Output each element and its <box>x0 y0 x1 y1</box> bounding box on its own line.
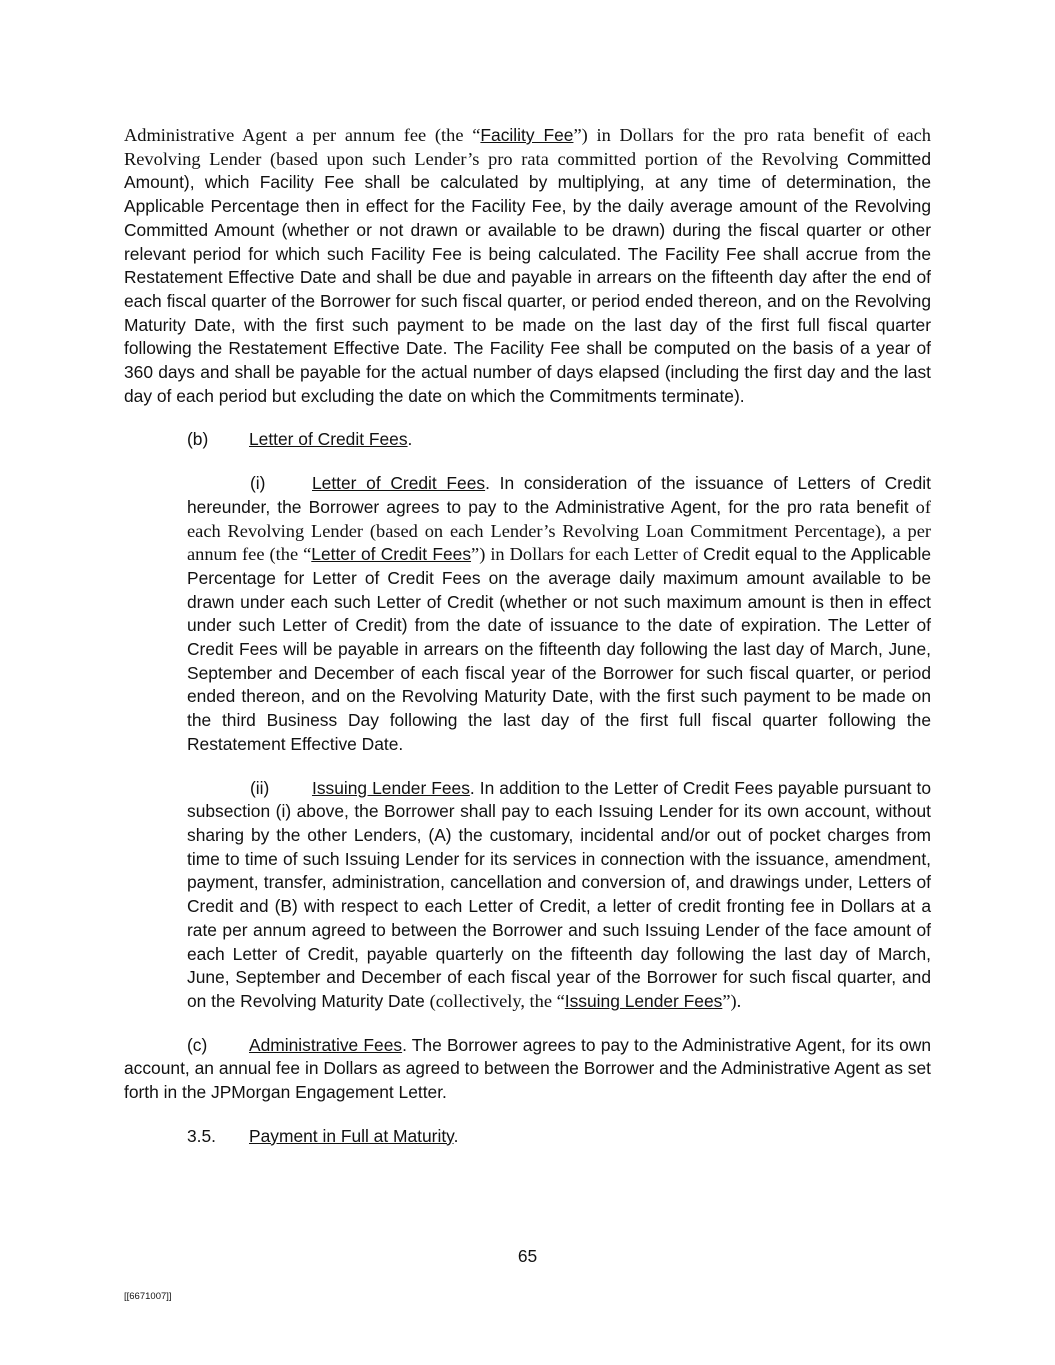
subsection-ii-body-1: . In addition to the Letter of Credit Fees payable pursuant to subsection (i) above, the Borrower shall pay to each Issuing Lender for its own account, without sharing by the other Lenders, (A) the customary, incidental and/or out of pocket charges from time to time of such Issuing Lender for its services in connection with the issuance, amendment, payment, transfer, administration, cancellation and conversion of, and drawings under, Letters of Credit and (B) with respect to each Letter of Credit, a letter of credit fronting fee in Dollars at a rate per annum agreed to between the Borrower and such Issuing Lender of the face amount of each Letter of Credit, payable quarterly on the fifteenth day following the last day of March, June, September and December of each fiscal year of the Borrower for such fiscal quarter, and on the Revolving Maturity Date <box>187 777 931 1011</box>
paragraph-administrative-fees <box>124 1034 931 1105</box>
heading-b-title: Letter of Credit Fees <box>249 429 408 450</box>
document-page <box>124 124 931 1148</box>
facility-fee-term: Facility Fee <box>480 125 574 145</box>
subsection-i-body-1: . In consideration of the issuance of Letters of Credit hereunder, the Borrower agrees to pay to the Administrative Agent, for the pro rata benefit <box>187 473 931 517</box>
heading-b-period: . <box>407 429 413 450</box>
subsection-i-body-4: Credit equal to the Applicable Percentage for Letter of Credit Fees on the average daily maximum amount available to be drawn under each such Letter of Credit (whether or not such maximum amount is then in effect under such Letter of Credit) from the date of issuance to the date of expiration. The Letter of Credit Fees will be payable in arrears on the fifteenth day following the last day of March, June, September and December of each fiscal year of the Borrower for such fiscal quarter, or period ended thereon, and on the Revolving Maturity Date, with the first such payment to be made on the third Business Day following the last day of the first full fiscal quarter following the Restatement Effective Date. <box>187 544 931 754</box>
subsection-i-number: (i) <box>250 473 266 494</box>
subsection-i-body-2: of each Revolving Lender (based on each Lender’s Revolving Loan Commitment Percentage), a per annum fee (the “ <box>187 496 931 565</box>
subsection-i-term: Letter of Credit Fees <box>311 544 472 565</box>
paragraph-issuing-lender-fees <box>187 777 931 1014</box>
document-id: [[6671007]] <box>124 1291 172 1302</box>
heading-b-number: (b) <box>187 429 209 450</box>
subsection-ii-number: (ii) <box>250 777 270 798</box>
subsection-ii-title: Issuing Lender Fees <box>312 777 470 798</box>
section-3-5-period: . <box>453 1125 459 1146</box>
subsection-i-body-3: ”) in Dollars for each Letter of <box>471 544 704 565</box>
heading-payment-in-full <box>187 1125 931 1149</box>
facility-fee-intro: Administrative Agent a per annum fee (the “ <box>124 125 481 145</box>
page-number: 65 <box>517 1246 538 1266</box>
paragraph-letter-of-credit-fees <box>187 472 931 756</box>
section-3-5-title: Payment in Full at Maturity <box>249 1125 454 1146</box>
heading-letter-of-credit-fees <box>187 428 931 452</box>
facility-fee-intro-cont: ”) in Dollars for the pro rata benefit of each Revolving Lender (based upon such Lender’s pro rata committed portion of the Revolving <box>124 125 931 169</box>
subsection-ii-term: Issuing Lender Fees <box>564 990 723 1011</box>
paragraph-c-body: . The Borrower agrees to pay to the Administrative Agent, for its own account, an annual fee in Dollars as agreed to between the Borrower and the Administrative Agent as set forth in the JPMorgan Engagement Letter. <box>124 1034 931 1103</box>
paragraph-c-number: (c) <box>187 1034 208 1055</box>
section-3-5-number: 3.5. <box>187 1125 217 1146</box>
subsection-i-title: Letter of Credit Fees <box>312 473 486 494</box>
subsection-ii-body-3: ”). <box>722 990 742 1011</box>
paragraph-facility-fee <box>124 124 931 408</box>
subsection-ii-body-2: (collectively, the “ <box>429 990 565 1011</box>
paragraph-c-title: Administrative Fees <box>249 1034 403 1055</box>
facility-fee-body: Committed Amount), which Facility Fee shall be calculated by multiplying, at any time of determination, the Applicable Percentage then in effect for the Facility Fee, by the daily average amount of the Revolving Committed Amount (whether or not drawn or available to be drawn) during the fiscal quarter or other relevant period for which such Facility Fee is being calculated. The Facility Fee shall accrue from the Restatement Effective Date and shall be due and payable in arrears on the fifteenth day after the end of each fiscal quarter of the Borrower for such fiscal quarter, or period ended thereon, and on the Revolving Maturity Date, with the first such payment to be made on the last day of the first full fiscal quarter following the Restatement Effective Date. The Facility Fee shall be computed on the basis of a year of 360 days and shall be payable for the actual number of days elapsed (including the first day and the last day of each period but excluding the date on which the Commitments terminate). <box>124 148 931 406</box>
